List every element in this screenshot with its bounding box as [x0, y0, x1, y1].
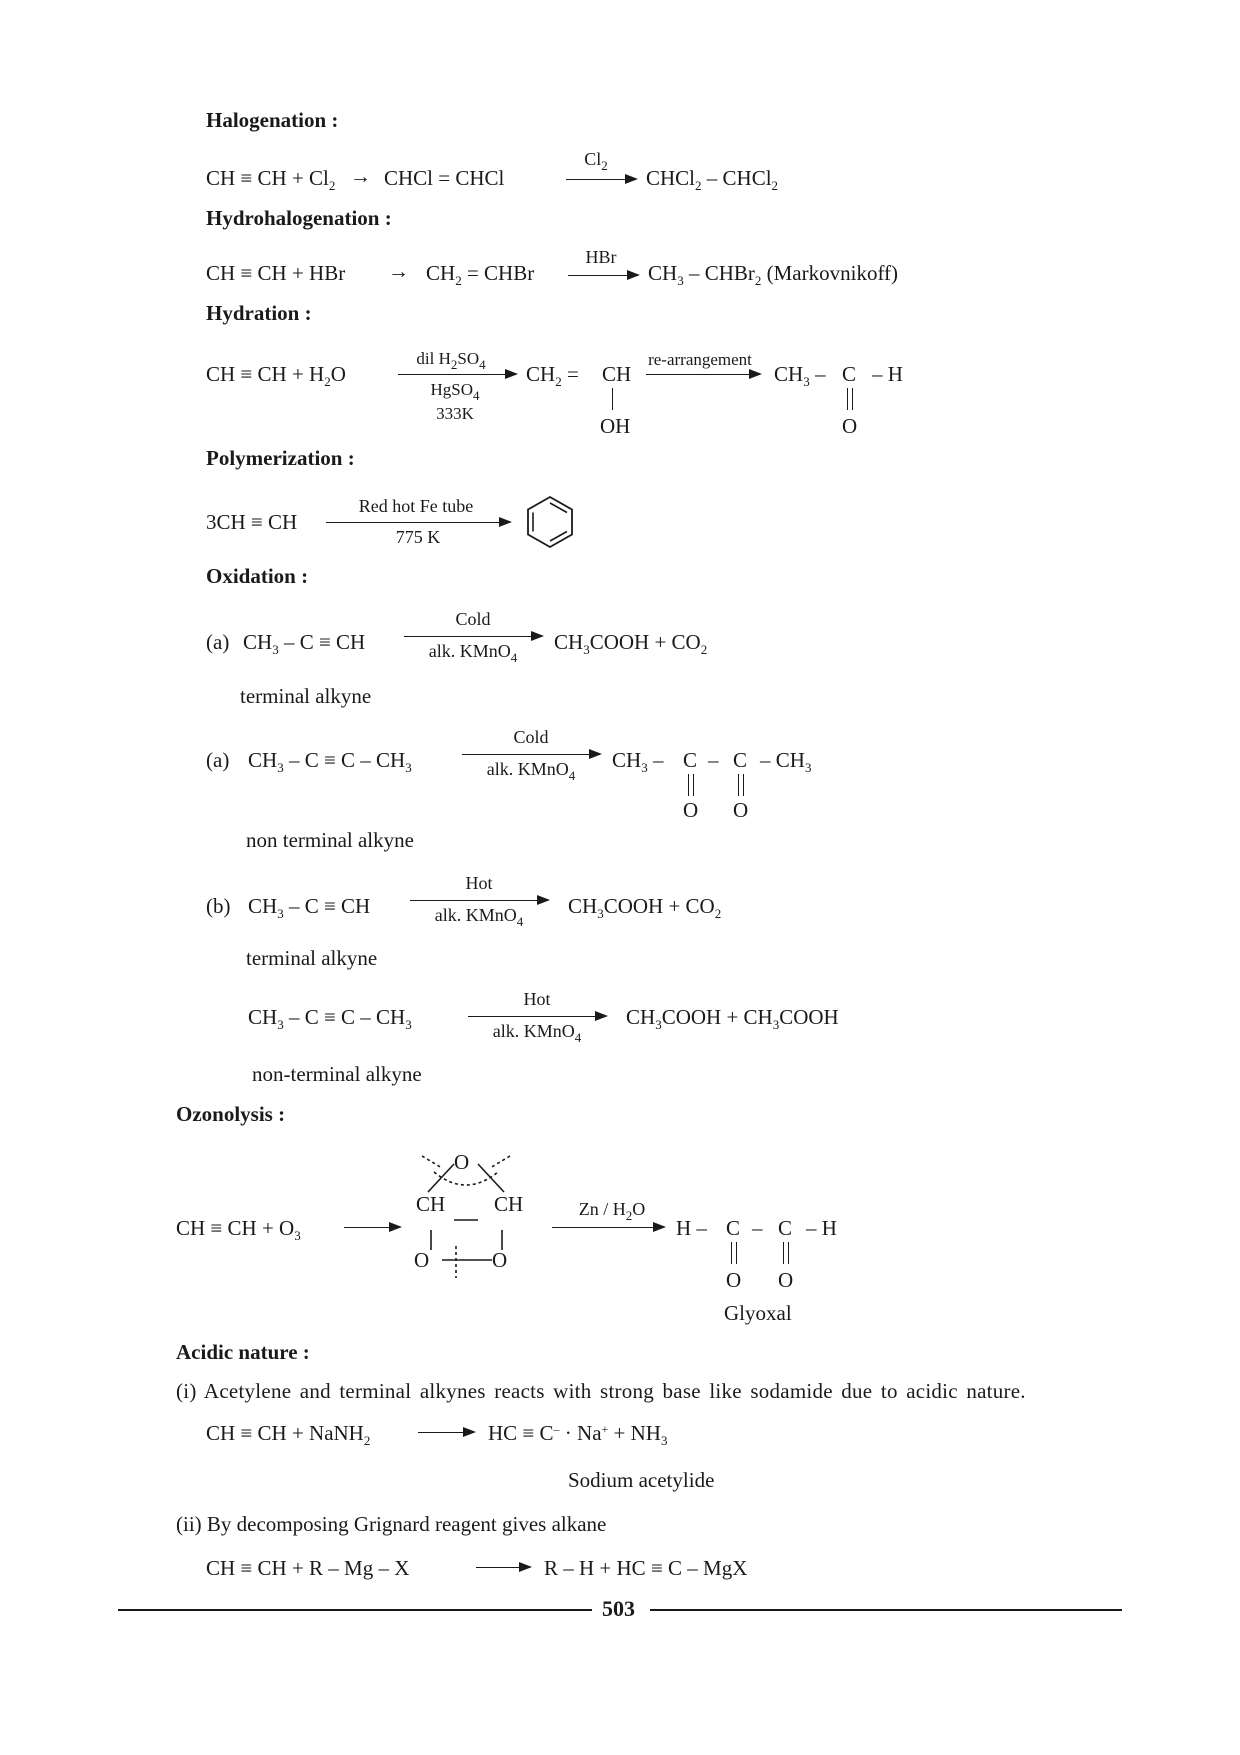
oxidation-r1-label: (a) — [206, 630, 230, 654]
hydrohalogenation-product: $CH_3$ – CHBr$_2$ (Markovnikoff) — [648, 261, 899, 288]
acidic-eq1-arrow — [418, 1432, 474, 1433]
oxidation-r2-product-dash: – — [708, 748, 719, 772]
oxidation-r3-condition-top: Hot — [465, 873, 493, 893]
hydration-product-c: C — [842, 362, 857, 386]
ozonide-o-right: O — [492, 1248, 508, 1272]
oxidation-r2-reactant: $CH_3 - C \equiv C - CH_3$ — [248, 748, 412, 775]
hydrohalogenation-reagent: HBr — [585, 247, 617, 267]
heading-oxidation: Oxidation : — [206, 564, 309, 588]
benzene-ring-icon — [524, 494, 576, 550]
polymerization-condition-bottom: 775 K — [395, 527, 441, 547]
oxidation-r4-note: non-terminal alkyne — [252, 1062, 422, 1086]
halogenation-reagent: $Cl_2$ — [584, 149, 608, 173]
ozonolysis-reactant: CH ≡ CH + $O_3$ — [176, 1216, 301, 1243]
ozonide-ch-right: CH — [494, 1192, 524, 1216]
polymerization-reactant: 3CH ≡ CH — [206, 510, 298, 534]
hydration-carbonyl-bond — [847, 388, 853, 410]
acidic-item-2: (ii) By decomposing Grignard reagent gives alkane — [176, 1512, 607, 1536]
hydration-product: $CH_3$ – — [774, 362, 826, 389]
heading-polymerization: Polymerization : — [206, 446, 355, 470]
oxidation-r2-product-c1: C — [683, 748, 698, 772]
oxidation-r2-condition-bottom: alk. KMnO$_4$ — [486, 759, 576, 783]
oxidation-r2-carbonyl-bond-1 — [688, 774, 694, 796]
hydrohalogenation-reactant: CH ≡ CH + HBr — [206, 261, 346, 285]
heading-acidic-nature: Acidic nature : — [176, 1340, 310, 1364]
oxidation-r1-reactant: $CH_3$ – C ≡ CH — [243, 630, 366, 657]
footer-rule-left — [118, 1609, 592, 1611]
ozonolysis-arrow1 — [344, 1227, 400, 1228]
oxidation-r2-note: non terminal alkyne — [246, 828, 414, 852]
ozonolysis-product-c1: C — [726, 1216, 741, 1240]
oxidation-r2-product-end: – $CH_3$ — [760, 748, 812, 775]
oxidation-r2-product-o1: O — [683, 798, 699, 822]
glyoxal-carbonyl-bond-1 — [731, 1242, 737, 1264]
oxidation-r2-carbonyl-bond-2 — [738, 774, 744, 796]
oxidation-r2-condition-top: Cold — [513, 727, 549, 747]
hydration-condition-catalyst: HgSO$_4$ — [430, 380, 480, 403]
ozonide-ch-left: CH — [416, 1192, 446, 1216]
oxidation-r4-condition-top: Hot — [523, 989, 551, 1009]
hydration-condition-temp: 333K — [436, 404, 474, 423]
oxidation-r4-product: $CH_3COOH$ + $CH_3COOH$ — [626, 1005, 839, 1032]
oxidation-r3-reactant: $CH_3$ – C ≡ CH — [248, 894, 371, 921]
page-number: 503 — [602, 1596, 635, 1621]
oxidation-r4-reactant: $CH_3 - C \equiv C - CH_3$ — [248, 1005, 412, 1032]
halogenation-product: CHCl$_2$ – CHCl$_2$ — [646, 166, 779, 193]
oxidation-r4-condition-bottom: alk. KMnO$_4$ — [492, 1021, 582, 1045]
polymerization-condition-top: Red hot Fe tube — [358, 496, 474, 516]
heading-hydrohalogenation: Hydrohalogenation : — [206, 206, 392, 230]
halogenation-reactant: CH ≡ CH + $Cl_2$ — [206, 166, 336, 193]
hydration-reactant: CH ≡ CH + $H_2O$ — [206, 362, 346, 389]
polymerization-arrow — [326, 522, 510, 523]
oxidation-r1-condition-top: Cold — [455, 609, 491, 629]
ozonolysis-product-h-right: – H — [806, 1216, 837, 1240]
hydration-arrow1 — [398, 374, 516, 375]
oxidation-r3-product: $CH_3COOH + CO_2$ — [568, 894, 722, 921]
oxidation-r4-arrow — [468, 1016, 606, 1017]
heading-hydration: Hydration : — [206, 301, 312, 325]
ozonolysis-product-dash: – — [752, 1216, 763, 1240]
hydrohalogenation-arrow1: → — [388, 259, 409, 283]
hydration-intermediate: $CH_2$ = — [526, 362, 579, 389]
heading-ozonolysis: Ozonolysis : — [176, 1102, 286, 1126]
ozonide-top-o: O — [454, 1150, 470, 1174]
oxidation-r1-arrow — [404, 636, 542, 637]
hydrohalogenation-intermediate: $CH_2$ = CHBr — [426, 261, 535, 288]
oxidation-r1-note: terminal alkyne — [240, 684, 372, 708]
acidic-eq2-product: R – H + HC ≡ C – MgX — [544, 1556, 748, 1580]
oxidation-r2-product-o2: O — [733, 798, 749, 822]
ozonolysis-product-o1: O — [726, 1268, 742, 1292]
halogenation-intermediate: CHCl = CHCl — [384, 166, 505, 190]
hydration-condition-acid: dil $H_2SO_4$ — [416, 349, 486, 372]
oxidation-r2-product-a: $CH_3$ – — [612, 748, 664, 775]
heading-halogenation: Halogenation : — [206, 108, 339, 132]
acidic-eq1-reactant: CH ≡ CH + NaNH$_2$ — [206, 1421, 371, 1448]
ozonolysis-reagent: Zn / $H_2O$ — [578, 1199, 646, 1223]
oxidation-r2-label: (a) — [206, 748, 230, 772]
ozonolysis-product-o2: O — [778, 1268, 794, 1292]
ozonolysis-product-c2: C — [778, 1216, 793, 1240]
ozonide-o-left: O — [414, 1248, 430, 1272]
oxidation-r1-product: $CH_3COOH + CO_2$ — [554, 630, 708, 657]
hydration-intermediate-ch: CH — [602, 362, 632, 386]
acidic-item-1: (i) Acetylene and terminal alkynes reacts with strong base like sodamide due to acidic nature. — [176, 1379, 1026, 1403]
oxidation-r3-arrow — [410, 900, 548, 901]
ozonolysis-product-name: Glyoxal — [724, 1301, 792, 1325]
hydration-product-h: – H — [872, 362, 903, 386]
ozonolysis-arrow2 — [552, 1227, 664, 1228]
hydration-product-o: O — [842, 414, 858, 438]
halogenation-arrow1: → — [350, 164, 371, 188]
acidic-eq1-product: HC ≡ $C^- \cdot Na^+ + NH_3$ — [488, 1421, 668, 1448]
ozonolysis-product-h-left: H – — [676, 1216, 707, 1240]
hydration-intermediate-oh: OH — [600, 414, 631, 438]
halogenation-reaction-arrow — [566, 179, 636, 180]
oxidation-r2-arrow — [462, 754, 600, 755]
oxidation-r3-label: (b) — [206, 894, 231, 918]
acidic-eq2-reactant: CH ≡ CH + R – Mg – X — [206, 1556, 410, 1580]
hydration-oh-bond — [612, 388, 613, 410]
acidic-eq1-product-name: Sodium acetylide — [568, 1468, 715, 1492]
hydration-arrow2 — [646, 374, 760, 375]
hydrohalogenation-reaction-arrow — [568, 275, 638, 276]
oxidation-r3-note: terminal alkyne — [246, 946, 378, 970]
hydration-rearrangement-label: re-arrangement — [648, 350, 752, 369]
oxidation-r3-condition-bottom: alk. KMnO$_4$ — [434, 905, 524, 929]
footer-rule-right — [650, 1609, 1122, 1611]
acidic-eq2-arrow — [476, 1567, 530, 1568]
oxidation-r2-product-c2: C — [733, 748, 748, 772]
oxidation-r1-condition-bottom: alk. KMnO$_4$ — [428, 641, 518, 665]
glyoxal-carbonyl-bond-2 — [783, 1242, 789, 1264]
